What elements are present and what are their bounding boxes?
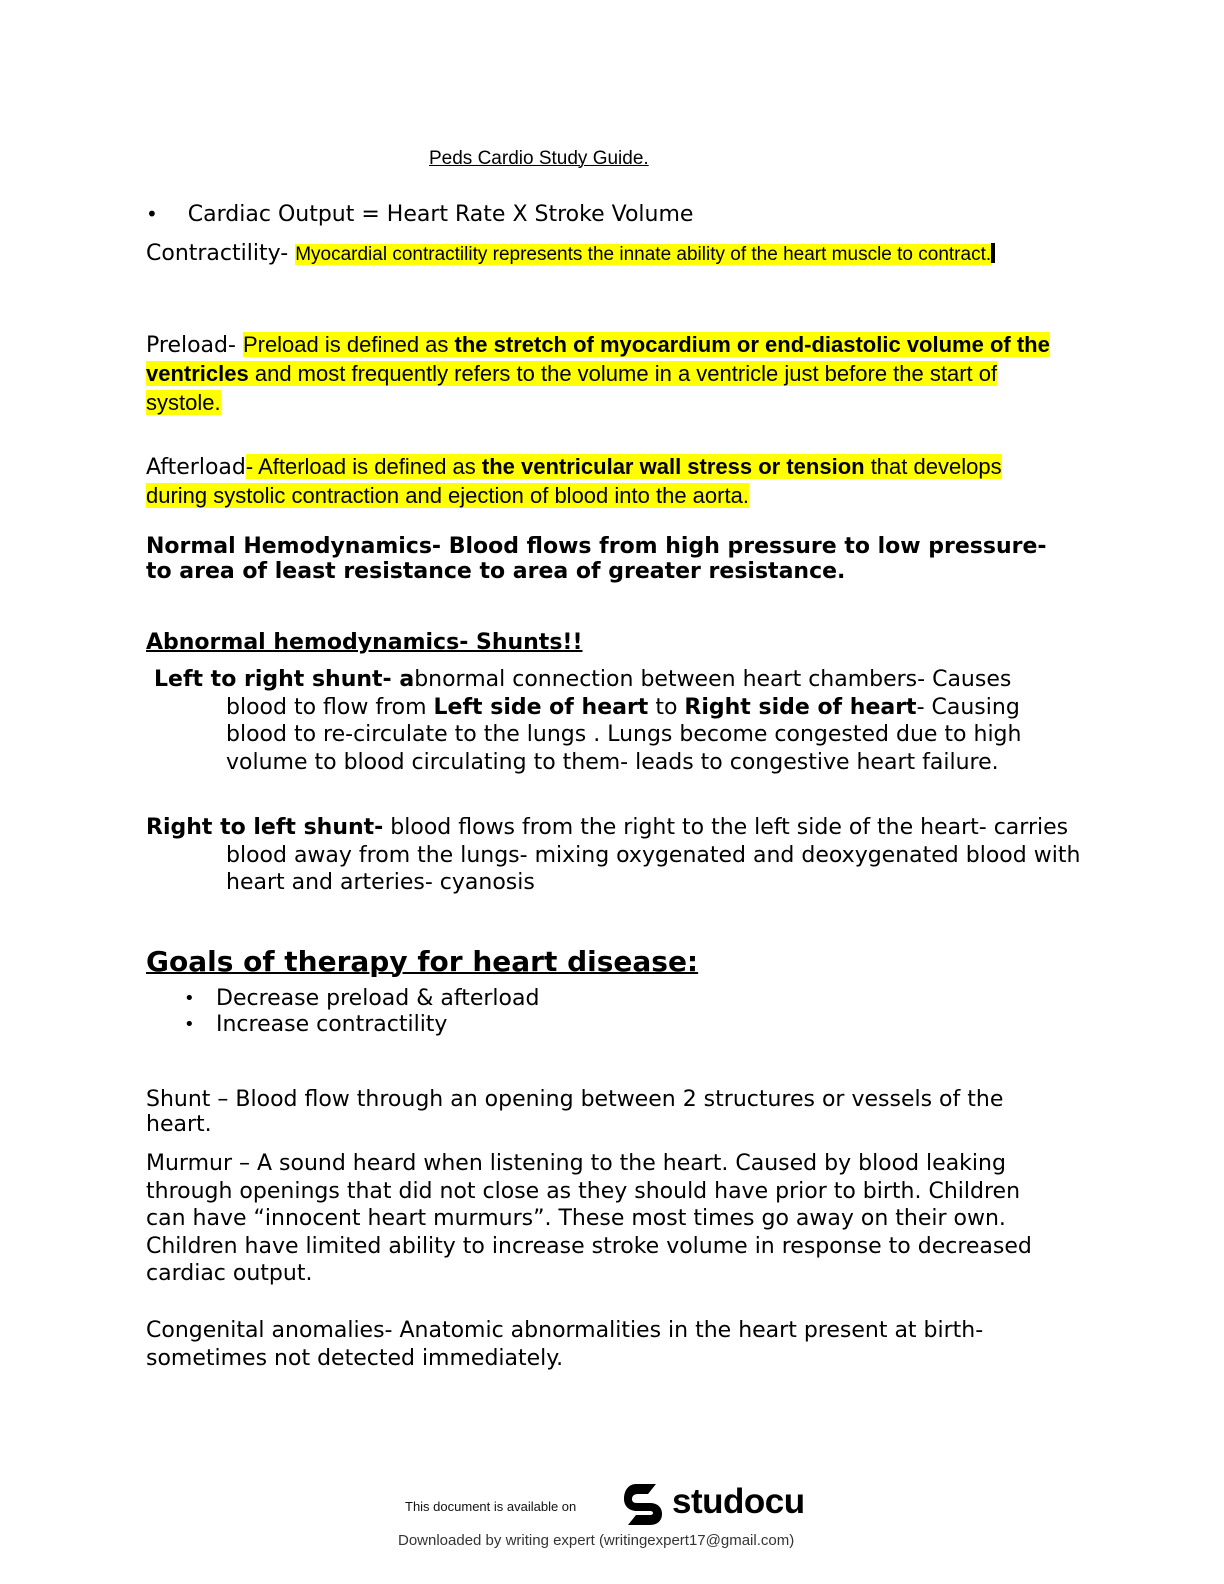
afterload-bold: the ventricular wall stress or tension	[481, 454, 865, 479]
ltr-bold-2: Right side of heart	[684, 694, 917, 720]
cardiac-output-text: Cardiac Output = Heart Rate X Stroke Volume	[187, 202, 694, 227]
ltr-text-1: bnormal connection between heart chambers- Causes blood to flow from	[226, 667, 1012, 720]
congenital-definition: Congenital anomalies- Anatomic abnormalities in the heart present at birth- sometimes not detected immediately.	[146, 1318, 984, 1371]
contractility-term: Contractility-	[146, 241, 289, 266]
afterload-text-2: that develops during systolic contraction and ejection of blood into the aorta.	[146, 454, 1002, 508]
goal-item: • Decrease preload & afterload	[146, 986, 539, 1012]
rtl-term: Right to left shunt-	[146, 815, 384, 840]
right-to-left-shunt	[146, 814, 1126, 897]
ltr-text-2: to	[648, 694, 685, 720]
preload-text-1: Preload is defined as	[242, 332, 455, 357]
shunt-definition: Shunt – Blood flow through an opening between 2 structures or vessels of the heart.	[146, 1087, 1004, 1137]
afterload-text-1: - Afterload is defined as	[245, 454, 482, 479]
ltr-term: Left to right shunt- a	[154, 667, 415, 692]
abnormal-heading: Abnormal hemodynamics- Shunts!!	[146, 630, 583, 655]
murmur-definition: Murmur – A sound heard when listening to the heart. Caused by blood leaking through openings that did not close as they should have prior to birth. Children can have “innocent heart murmurs”. These most times go away on their own. Children have limited ability to increase stroke volume in response to decreased cardiac output.	[146, 1151, 1032, 1286]
preload-definition	[146, 331, 1066, 418]
afterload-term: Afterload	[146, 455, 246, 480]
cardiac-output-bullet	[146, 200, 1066, 229]
ltr-text-3: - Causing blood to re-circulate to the lungs . Lungs become congested due to high volume to blood circulating to them- leads to congestive heart failure.	[226, 694, 1022, 775]
preload-bold: the stretch of myocardium or end-diastolic volume of the ventricles	[146, 332, 1050, 386]
footer-downloaded-text: Downloaded by writing expert (writingexpert17@gmail.com)	[398, 1532, 795, 1549]
rtl-text: blood flows from the right to the left side of the heart- carries blood away from the lungs- mixing oxygenated and deoxygenated blood with heart and arteries- cyanosis	[226, 815, 1081, 895]
goal-item: • Increase contractility	[146, 1012, 539, 1038]
bullet-icon: •	[146, 202, 158, 226]
goals-heading: Goals of therapy for heart disease:	[146, 945, 699, 978]
studocu-brand[interactable]: studocu	[672, 1482, 805, 1521]
preload-term: Preload-	[146, 333, 236, 358]
studocu-logo-icon[interactable]	[620, 1480, 668, 1528]
normal-hemodynamics: Normal Hemodynamics- Blood flows from high pressure to low pressure- to area of least resistance to area of greater resistance.	[146, 534, 1047, 584]
preload-text-2: and most frequently refers to the volume in a ventricle just before the start of systole.	[146, 361, 998, 415]
afterload-definition	[146, 453, 1066, 511]
page-title: Peds Cardio Study Guide.	[429, 148, 649, 169]
text-cursor	[991, 243, 995, 263]
left-to-right-shunt	[146, 666, 1076, 776]
contractility-text: Myocardial contractility represents the innate ability of the heart muscle to contract.	[295, 244, 992, 265]
goals-list	[146, 986, 539, 1038]
footer-available-text: This document is available on	[405, 1499, 577, 1514]
contractility-definition	[146, 240, 1066, 268]
ltr-bold-1: Left side of heart	[433, 694, 649, 720]
